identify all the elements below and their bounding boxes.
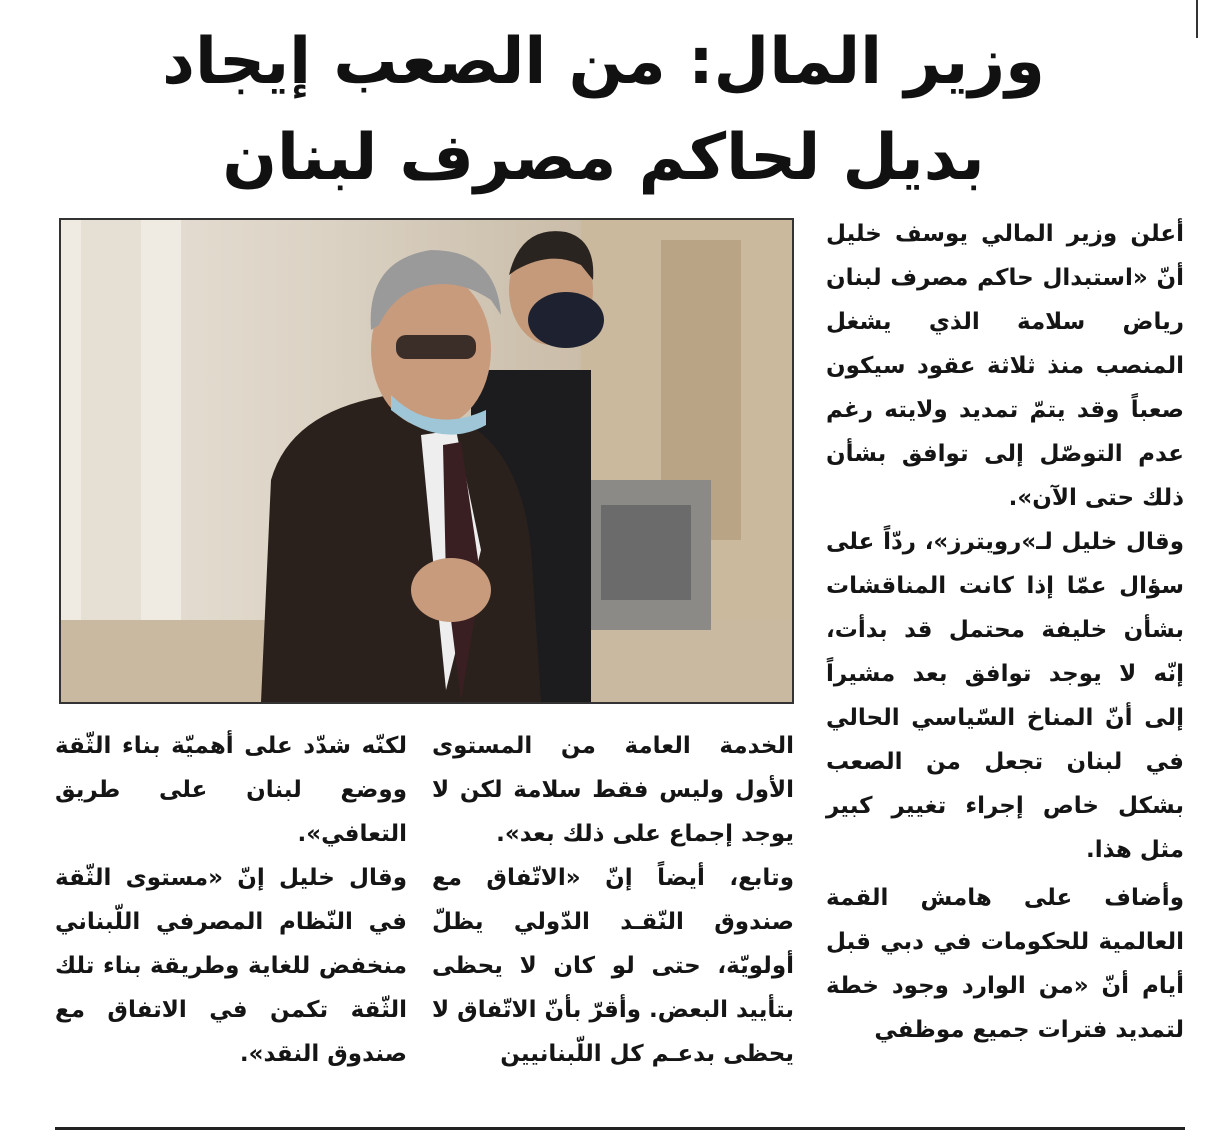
paragraph: وقال خليل إنّ «مستوى الثّقة في النّظام المصرفي اللّبناني منخفض للغاية وطريقة بناء تلك الثّقة تكمن في الاتفاق مع صندوق النقد». <box>55 865 407 1067</box>
man-front-glasses <box>396 335 476 359</box>
article-column-middle <box>432 724 794 1076</box>
paragraph: أعلن وزير المالي يوسف خليل أنّ «استبدال حاكم مصرف لبنان رياض سلامة الذي يشغل المنصب منذ ثلاثة عقود سيكون صعباً وقد يتمّ تمديد ولايته رغم عدم التوصّل إلى توافق بشأن ذلك حتى الآن». <box>826 221 1184 511</box>
article-column-right <box>826 212 1184 1052</box>
article-headline <box>0 14 1207 206</box>
headline-line-2: بديل لحاكم مصرف لبنان <box>222 121 985 195</box>
paragraph: وأضاف على هامش القمة العالمية للحكومات في دبي قبل أيام أنّ «من الوارد وجود خطة لتمديد فترات جميع موظفي <box>826 885 1184 1043</box>
article-column-left <box>55 724 407 1076</box>
man-back-mask <box>528 292 604 348</box>
headline-line-1: وزير المال: من الصعب إيجاد <box>162 25 1045 99</box>
photo-illustration <box>61 220 792 702</box>
article-photo <box>59 218 794 704</box>
paragraph: وتابع، أيضاً إنّ «الاتّفاق مع صندوق النّقـد الدّولي يظلّ أولويّة، حتى لو كان لا يحظى بتأييد البعض. وأقرّ بأنّ الاتّفاق لا يحظى بدعـم كل اللّبنانيين <box>432 865 794 1067</box>
man-front-hand <box>411 558 491 622</box>
paragraph: الخدمة العامة من المستوى الأول وليس فقط سلامة لكن لا يوجد إجماع على ذلك بعد». <box>432 733 794 847</box>
scanner-opening <box>601 505 691 600</box>
paragraph: وقال خليل لـ»رويترز»، ردّاً على سؤال عمّا إذا كانت المناقشات بشأن خليفة محتمل قد بدأت، إنّه لا يوجد توافق بعد مشيراً إلى أنّ المناخ السّياسي الحالي في لبنان تجعل من الصعب بشكل خاص إجراء تغيير كبير مثل هذا. <box>826 529 1184 863</box>
bottom-divider <box>55 1127 1185 1130</box>
paragraph: لكنّه شدّد على أهميّة بناء الثّقة ووضع لبنان على طريق التعافي». <box>55 733 407 847</box>
